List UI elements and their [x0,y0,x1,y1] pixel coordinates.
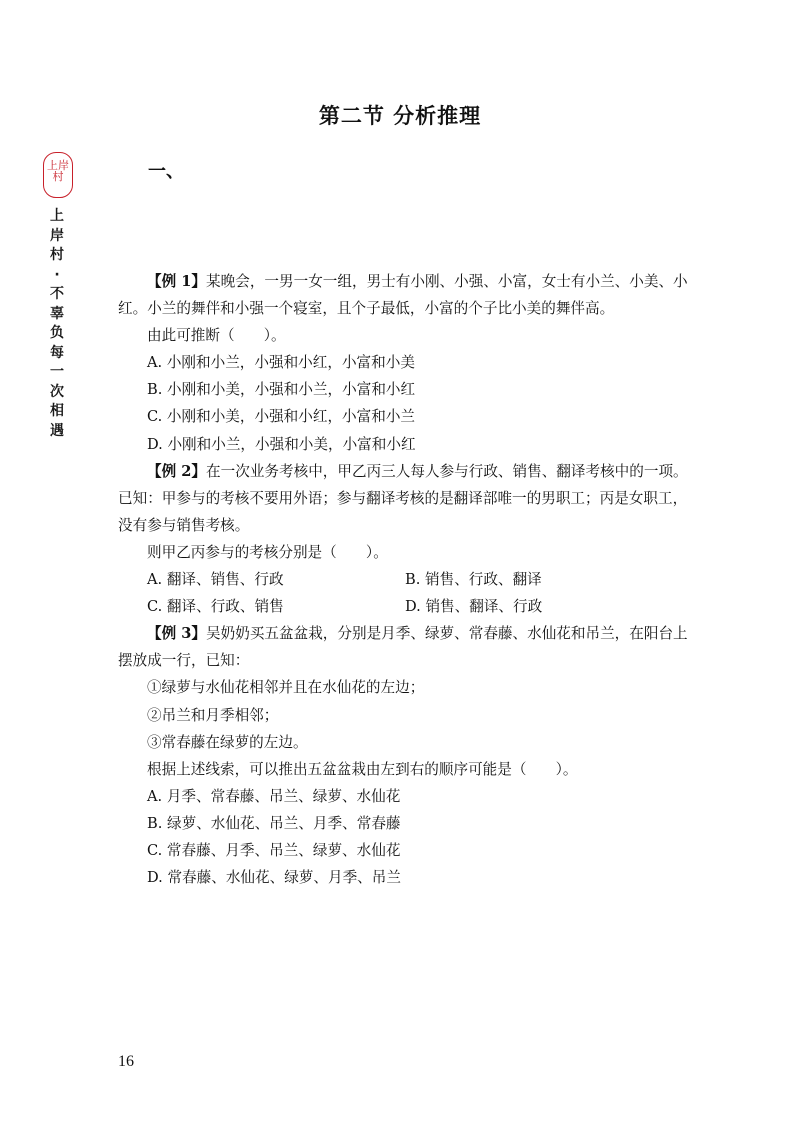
slogan-char: · [54,266,60,283]
slogan-char: 上 [50,208,64,224]
example-tag: 【例 3】 [147,625,207,643]
slogan-char: 村 [50,247,64,263]
page-number: 16 [118,1053,134,1070]
options-row [118,593,690,620]
slogan-char: 次 [50,383,64,400]
option-d: D. 小刚和小兰，小强和小美，小富和小红 [147,435,416,453]
example-text: 吴奶奶买五盆盆栽，分别是月季、绿萝、常春藤、水仙花和吊兰，在阳台上摆放成一行，已知： [118,625,688,670]
option-c: C. 常春藤、月季、吊兰、绿萝、水仙花 [147,841,401,859]
option-c: C. 翻译、行政、销售 [147,598,284,616]
vertical-slogan [47,207,67,441]
option-b: B. 绿萝、水仙花、吊兰、月季、常春藤 [147,814,401,832]
option-d: D. 销售、翻译、行政 [405,598,543,616]
option-a: A. 翻译、销售、行政 [147,571,284,589]
page-content [118,268,690,891]
example-1-stem [118,268,690,322]
example-text: 某晚会，一男一女一组，男士有小刚、小强、小富，女士有小兰、小美、小红。小兰的舞伴和小强一个寝室，且个子最低，小富的个子比小美的舞伴高。 [118,273,688,318]
slogan-char: 相 [50,403,64,419]
example-3-question: 根据上述线索，可以推出五盆盆栽由左到右的顺序可能是（ ）。 [147,760,578,778]
section-number: 一、 [148,161,184,182]
slogan-char: 负 [50,325,64,341]
seal-top-text: 上岸 [47,159,69,172]
example-2-stem [118,458,690,539]
option-b: B. 销售、行政、翻译 [405,571,542,589]
slogan-char: 一 [50,364,64,380]
example-1-question: 由此可推断（ ）。 [147,327,286,345]
slogan-char: 不 [50,286,64,302]
option-a: A. 小刚和小兰，小强和小红，小富和小美 [147,354,415,372]
option-c: C. 小刚和小美，小强和小红，小富和小兰 [147,408,416,426]
example-tag: 【例 2】 [147,462,207,480]
slogan-char: 岸 [50,227,64,244]
option-b: B. 小刚和小美，小强和小兰，小富和小红 [147,381,416,399]
option-a: A. 月季、常春藤、吊兰、绿萝、水仙花 [147,787,401,805]
example-text: 在一次业务考核中，甲乙丙三人每人参与行政、销售、翻译考核中的一项。已知：甲参与的考核不要用外语；参与翻译考核的是翻译部唯一的男职工；丙是女职工，没有参与销售考核。 [118,462,688,534]
option-d: D. 常春藤、水仙花、绿萝、月季、吊兰 [147,869,401,887]
slogan-char: 每 [50,344,64,361]
clue-1: ①绿萝与水仙花相邻并且在水仙花的左边； [147,679,425,697]
brand-seal-logo [43,152,73,198]
options-row [118,566,690,593]
seal-bottom-text: 村 [52,170,64,183]
page-title: 第二节 分析推理 [318,104,482,128]
clue-3: ③常春藤在绿萝的左边。 [147,733,308,751]
example-2-question: 则甲乙丙参与的考核分别是（ ）。 [147,543,388,561]
slogan-char: 辜 [50,305,64,322]
clue-2: ②吊兰和月季相邻； [147,706,279,724]
example-3-stem [118,620,690,674]
example-tag: 【例 1】 [147,273,207,290]
slogan-char: 遇 [50,422,64,439]
